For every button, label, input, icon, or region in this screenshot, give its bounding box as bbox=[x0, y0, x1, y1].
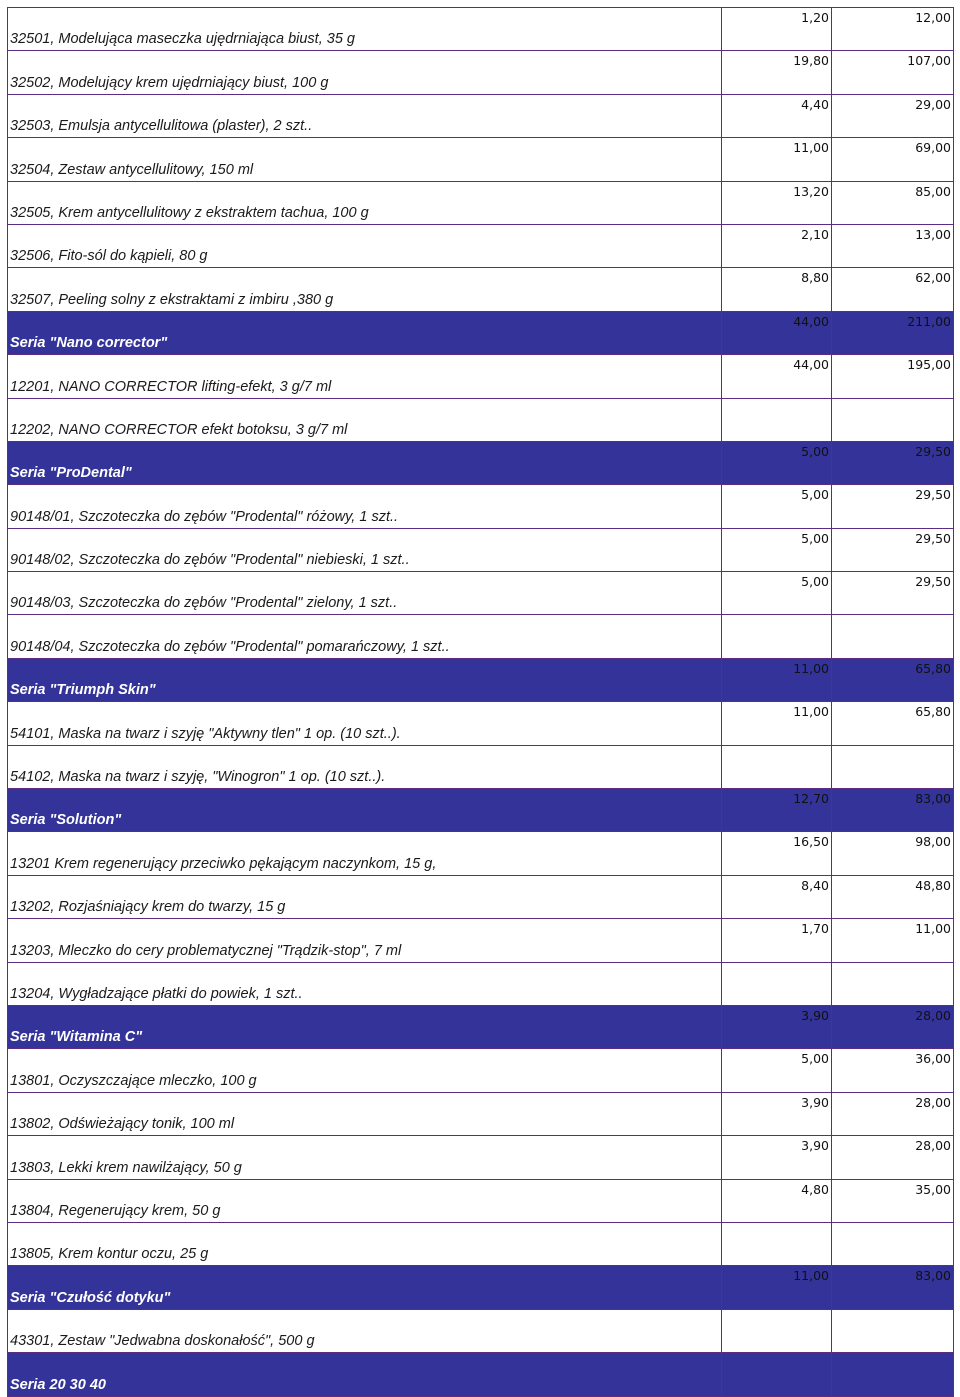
retail-price: 35,00 bbox=[832, 1179, 954, 1222]
retail-price: 107,00 bbox=[832, 51, 954, 94]
wholesale-price: 3,90 bbox=[722, 1005, 832, 1048]
wholesale-price bbox=[722, 398, 832, 441]
series-header-row bbox=[8, 1266, 954, 1309]
retail-price bbox=[832, 745, 954, 788]
retail-price: 28,00 bbox=[832, 1092, 954, 1135]
product-name: 32501, Modelująca maseczka ujędrniająca biust, 35 g bbox=[8, 8, 722, 51]
wholesale-price: 19,80 bbox=[722, 51, 832, 94]
product-name: 13803, Lekki krem nawilżający, 50 g bbox=[8, 1136, 722, 1179]
series-name: Seria "Solution" bbox=[8, 789, 722, 832]
wholesale-price: 11,00 bbox=[722, 1266, 832, 1309]
wholesale-price: 8,40 bbox=[722, 875, 832, 918]
wholesale-price: 1,70 bbox=[722, 919, 832, 962]
product-row bbox=[8, 1309, 954, 1352]
product-row bbox=[8, 181, 954, 224]
product-row bbox=[8, 485, 954, 528]
series-name: Seria 20 30 40 bbox=[8, 1353, 722, 1396]
wholesale-price: 11,00 bbox=[722, 138, 832, 181]
product-name: 43301, Zestaw "Jedwabna doskonałość", 500 g bbox=[8, 1309, 722, 1352]
product-row bbox=[8, 962, 954, 1005]
retail-price: 29,50 bbox=[832, 485, 954, 528]
retail-price: 29,00 bbox=[832, 94, 954, 137]
wholesale-price bbox=[722, 1222, 832, 1265]
series-name: Seria "Czułość dotyku" bbox=[8, 1266, 722, 1309]
product-row bbox=[8, 94, 954, 137]
series-name: Seria "Triumph Skin" bbox=[8, 658, 722, 701]
wholesale-price: 16,50 bbox=[722, 832, 832, 875]
wholesale-price: 4,40 bbox=[722, 94, 832, 137]
product-name: 12201, NANO CORRECTOR lifting-efekt, 3 g/7 ml bbox=[8, 355, 722, 398]
series-name: Seria "Witamina C" bbox=[8, 1005, 722, 1048]
series-header-row bbox=[8, 1353, 954, 1396]
product-row bbox=[8, 572, 954, 615]
product-name: 90148/04, Szczoteczka do zębów "Prodental" pomarańczowy, 1 szt.. bbox=[8, 615, 722, 658]
product-row bbox=[8, 1092, 954, 1135]
retail-price: 211,00 bbox=[832, 311, 954, 354]
retail-price bbox=[832, 1353, 954, 1396]
wholesale-price bbox=[722, 962, 832, 1005]
retail-price: 85,00 bbox=[832, 181, 954, 224]
product-name: 32506, Fito-sól do kąpieli, 80 g bbox=[8, 224, 722, 267]
product-row bbox=[8, 1136, 954, 1179]
price-list-table bbox=[7, 7, 954, 1397]
product-name: 13801, Oczyszczające mleczko, 100 g bbox=[8, 1049, 722, 1092]
wholesale-price: 2,10 bbox=[722, 224, 832, 267]
product-name: 90148/03, Szczoteczka do zębów "Prodental" zielony, 1 szt.. bbox=[8, 572, 722, 615]
product-row bbox=[8, 355, 954, 398]
product-name: 12202, NANO CORRECTOR efekt botoksu, 3 g/7 ml bbox=[8, 398, 722, 441]
product-name: 13804, Regenerujący krem, 50 g bbox=[8, 1179, 722, 1222]
wholesale-price: 5,00 bbox=[722, 441, 832, 484]
retail-price: 13,00 bbox=[832, 224, 954, 267]
product-name: 13204, Wygładzające płatki do powiek, 1 szt.. bbox=[8, 962, 722, 1005]
product-row bbox=[8, 268, 954, 311]
wholesale-price: 3,90 bbox=[722, 1092, 832, 1135]
retail-price: 29,50 bbox=[832, 528, 954, 571]
product-row bbox=[8, 398, 954, 441]
retail-price: 29,50 bbox=[832, 441, 954, 484]
retail-price bbox=[832, 962, 954, 1005]
retail-price bbox=[832, 1309, 954, 1352]
wholesale-price: 11,00 bbox=[722, 702, 832, 745]
product-row bbox=[8, 224, 954, 267]
series-header-row bbox=[8, 441, 954, 484]
retail-price: 12,00 bbox=[832, 8, 954, 51]
product-name: 90148/02, Szczoteczka do zębów "Prodental" niebieski, 1 szt.. bbox=[8, 528, 722, 571]
product-row bbox=[8, 528, 954, 571]
wholesale-price bbox=[722, 1309, 832, 1352]
series-name: Seria "Nano corrector" bbox=[8, 311, 722, 354]
product-name: 54102, Maska na twarz i szyję, "Winogron" 1 op. (10 szt..). bbox=[8, 745, 722, 788]
product-row bbox=[8, 1179, 954, 1222]
wholesale-price: 5,00 bbox=[722, 572, 832, 615]
retail-price: 65,80 bbox=[832, 658, 954, 701]
wholesale-price: 12,70 bbox=[722, 789, 832, 832]
product-name: 32503, Emulsja antycellulitowa (plaster), 2 szt.. bbox=[8, 94, 722, 137]
wholesale-price: 4,80 bbox=[722, 1179, 832, 1222]
product-row bbox=[8, 919, 954, 962]
product-row bbox=[8, 138, 954, 181]
product-name: 32507, Peeling solny z ekstraktami z imbiru ,380 g bbox=[8, 268, 722, 311]
product-name: 13805, Krem kontur oczu, 25 g bbox=[8, 1222, 722, 1265]
retail-price: 28,00 bbox=[832, 1005, 954, 1048]
product-name: 32502, Modelujący krem ujędrniający biust, 100 g bbox=[8, 51, 722, 94]
product-row bbox=[8, 832, 954, 875]
wholesale-price: 3,90 bbox=[722, 1136, 832, 1179]
wholesale-price: 44,00 bbox=[722, 355, 832, 398]
retail-price: 69,00 bbox=[832, 138, 954, 181]
wholesale-price: 5,00 bbox=[722, 485, 832, 528]
product-name: 13202, Rozjaśniający krem do twarzy, 15 g bbox=[8, 875, 722, 918]
product-row bbox=[8, 1222, 954, 1265]
product-name: 32504, Zestaw antycellulitowy, 150 ml bbox=[8, 138, 722, 181]
retail-price bbox=[832, 1222, 954, 1265]
series-header-row bbox=[8, 789, 954, 832]
retail-price bbox=[832, 398, 954, 441]
product-row bbox=[8, 51, 954, 94]
retail-price: 29,50 bbox=[832, 572, 954, 615]
product-row bbox=[8, 875, 954, 918]
retail-price: 65,80 bbox=[832, 702, 954, 745]
wholesale-price: 11,00 bbox=[722, 658, 832, 701]
wholesale-price: 13,20 bbox=[722, 181, 832, 224]
retail-price: 83,00 bbox=[832, 789, 954, 832]
wholesale-price: 5,00 bbox=[722, 1049, 832, 1092]
wholesale-price: 44,00 bbox=[722, 311, 832, 354]
wholesale-price bbox=[722, 1353, 832, 1396]
product-row bbox=[8, 745, 954, 788]
wholesale-price bbox=[722, 615, 832, 658]
series-header-row bbox=[8, 658, 954, 701]
product-name: 32505, Krem antycellulitowy z ekstraktem tachua, 100 g bbox=[8, 181, 722, 224]
product-row bbox=[8, 615, 954, 658]
wholesale-price: 1,20 bbox=[722, 8, 832, 51]
retail-price: 11,00 bbox=[832, 919, 954, 962]
wholesale-price bbox=[722, 745, 832, 788]
product-name: 13802, Odświeżający tonik, 100 ml bbox=[8, 1092, 722, 1135]
product-name: 13203, Mleczko do cery problematycznej "Trądzik-stop", 7 ml bbox=[8, 919, 722, 962]
product-name: 13201 Krem regenerujący przeciwko pękającym naczynkom, 15 g, bbox=[8, 832, 722, 875]
wholesale-price: 5,00 bbox=[722, 528, 832, 571]
retail-price: 48,80 bbox=[832, 875, 954, 918]
retail-price: 98,00 bbox=[832, 832, 954, 875]
retail-price: 83,00 bbox=[832, 1266, 954, 1309]
retail-price bbox=[832, 615, 954, 658]
retail-price: 28,00 bbox=[832, 1136, 954, 1179]
retail-price: 62,00 bbox=[832, 268, 954, 311]
product-row bbox=[8, 1049, 954, 1092]
product-name: 54101, Maska na twarz i szyję "Aktywny tlen" 1 op. (10 szt..). bbox=[8, 702, 722, 745]
product-name: 90148/01, Szczoteczka do zębów "Prodental" różowy, 1 szt.. bbox=[8, 485, 722, 528]
series-header-row bbox=[8, 311, 954, 354]
product-row bbox=[8, 8, 954, 51]
series-header-row bbox=[8, 1005, 954, 1048]
product-row bbox=[8, 702, 954, 745]
wholesale-price: 8,80 bbox=[722, 268, 832, 311]
retail-price: 36,00 bbox=[832, 1049, 954, 1092]
retail-price: 195,00 bbox=[832, 355, 954, 398]
series-name: Seria "ProDental" bbox=[8, 441, 722, 484]
